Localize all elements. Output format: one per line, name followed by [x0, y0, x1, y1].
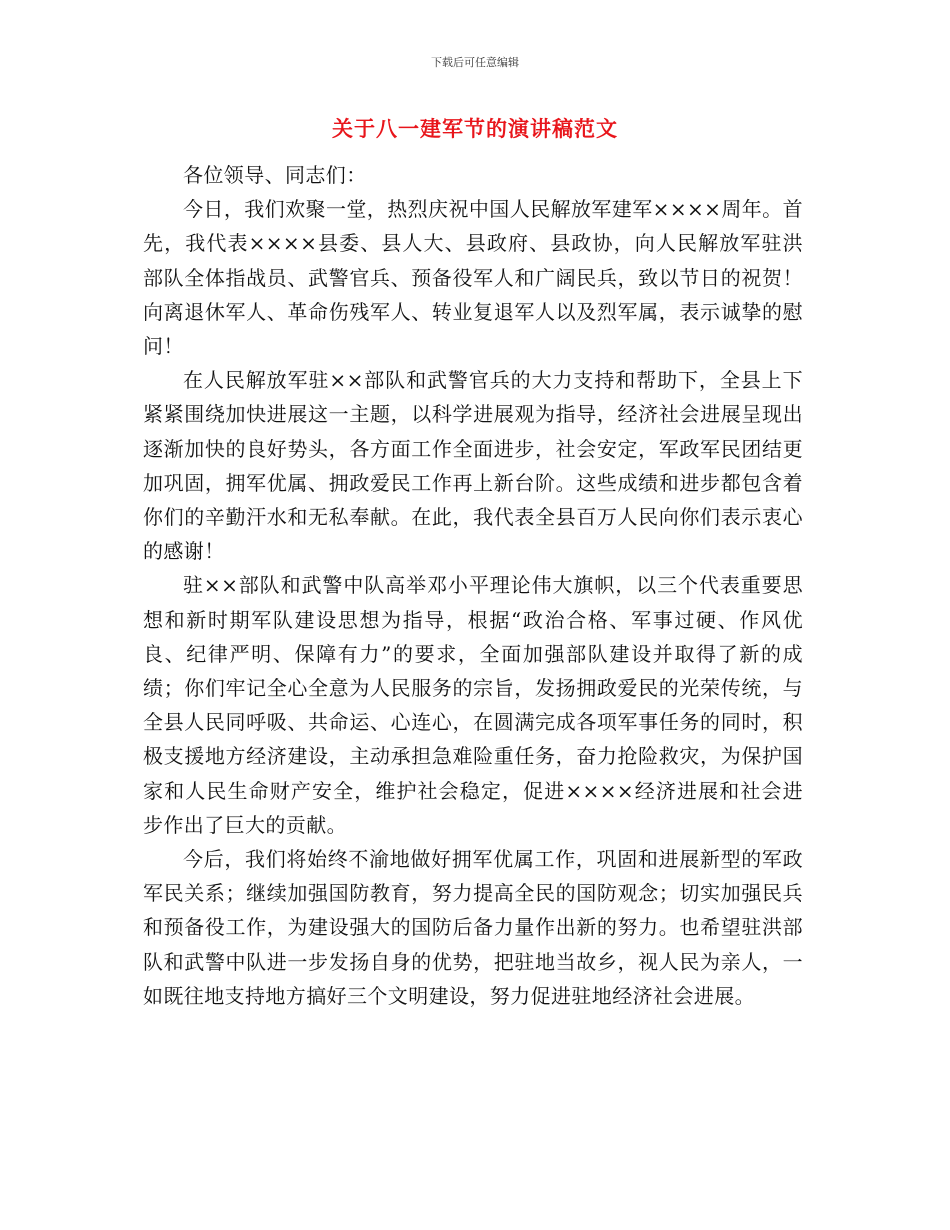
body-paragraph: 驻××部队和武警中队高举邓小平理论伟大旗帜，以三个代表重要思想和新时期军队建设思想为指导，根据“政治合格、军事过硬、作风优良、纪律严明、保障有力”的要求，全面加强部队建设并取得了新的成绩；你们牢记全心全意为人民服务的宗旨，发扬拥政爱民的光荣传统，与全县人民同呼吸、共命运、心连心，在圆满完成各项军事任务的同时，积极支援地方经济建设，主动承担急难险重任务，奋力抢险救灾，为保护国家和人民生命财产安全，维护社会稳定，促进××××经济进展和社会进步作出了巨大的贡献。 — [143, 573, 803, 837]
body-paragraph: 在人民解放军驻××部队和武警官兵的大力支持和帮助下，全县上下紧紧围绕加快进展这一主题，以科学进展观为指导，经济社会进展呈现出逐渐加快的良好势头，各方面工作全面进步，社会安定，军政军民团结更加巩固，拥军优属、拥政爱民工作再上新台阶。这些成绩和进步都包含着你们的辛勤汗水和无私奉献。在此，我代表全县百万人民向你们表示衷心的感谢！ — [143, 368, 803, 564]
salutation-paragraph: 各位领导、同志们： — [183, 163, 367, 187]
header-note: 下载后可任意编辑 — [431, 56, 519, 69]
body-paragraph: 今后，我们将始终不渝地做好拥军优属工作，巩固和进展新型的军政军民关系；继续加强国防教育，努力提高全民的国防观念；切实加强民兵和预备役工作，为建设强大的国防后备力量作出新的努力。也希望驻洪部队和武警中队进一步发扬自身的优势，把驻地当故乡，视人民为亲人，一如既往地支持地方搞好三个文明建设，努力促进驻地经济社会进展。 — [143, 847, 803, 1008]
document-title: 关于八一建军节的演讲稿范文 — [332, 117, 618, 141]
document-body — [143, 158, 803, 1013]
body-paragraph: 今日，我们欢聚一堂，热烈庆祝中国人民解放军建军××××周年。首先，我代表××××县委、县人大、县政府、县政协，向人民解放军驻洪部队全体指战员、武警官兵、预备役军人和广阔民兵，致以节日的祝贺！向离退休军人、革命伤残军人、转业复退军人以及烈军属，表示诚挚的慰问！ — [143, 197, 803, 359]
